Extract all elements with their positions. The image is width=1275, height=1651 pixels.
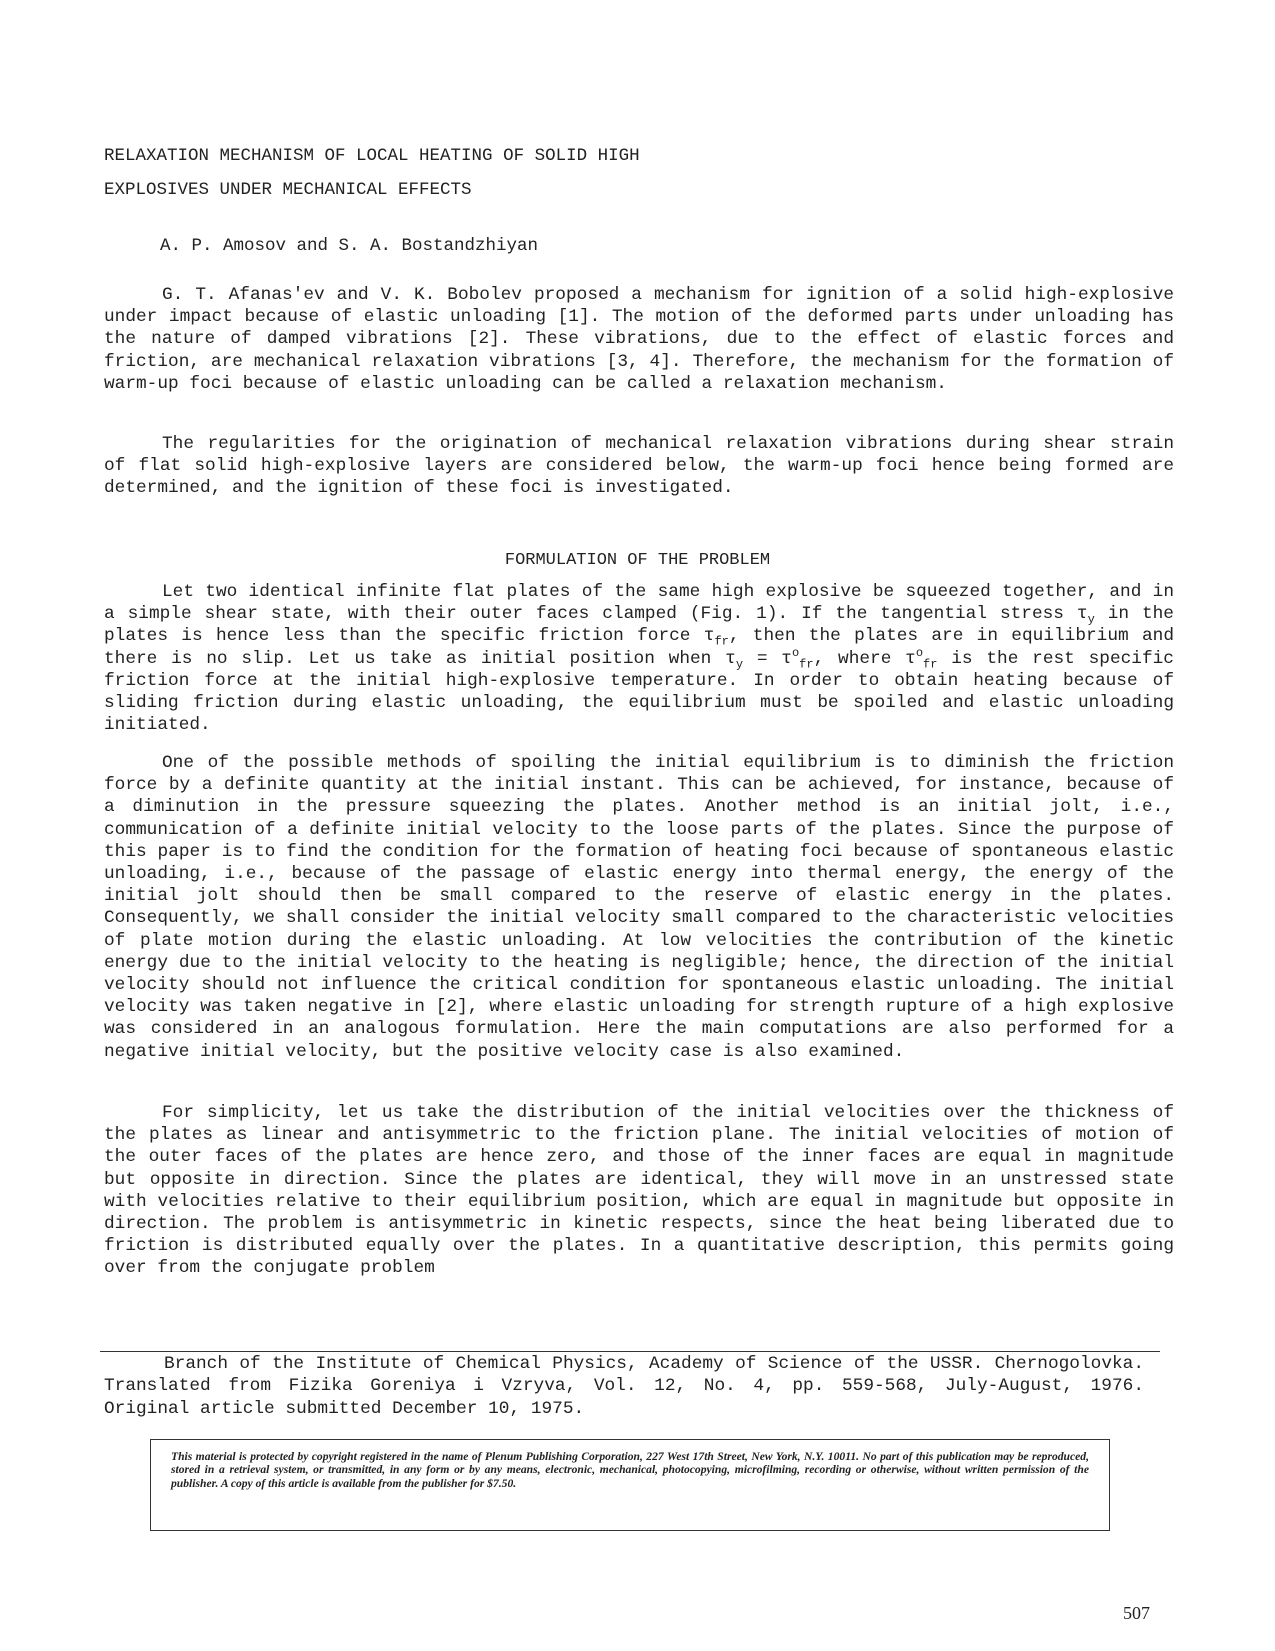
p1-text-3: , then the plates are in equilibrium and there is no slip. Let us take as initial position when τ xyxy=(104,626,1174,669)
copyright-notice-text: This material is protected by copyright registered in the name of Plenum Publishing Corporation, 227 West 17th Street, New York, N.Y. 10011. No part of this publication may be reproduced, stored in a retrieval system, or transmitted, in any form or by any means, electronic, mechanical, photocopying, microfilming, recording or otherwise, without written permission of the publisher. A copy of this article is available from the publisher for $7.50. xyxy=(171,1450,1089,1490)
title-line-1: RELAXATION MECHANISM OF LOCAL HEATING OF SOLID HIGH xyxy=(104,146,640,166)
intro-paragraph-1: G. T. Afanas'ev and V. K. Bobolev proposed a mechanism for ignition of a solid high-explosive under impact because of elastic unloading [1]. The motion of the deformed parts under unloading has the nature of damped vibrations [2]. These vibrations, due to the effect of elastic forces and friction, are mechanical relaxation vibrations [3, 4]. Therefore, the mechanism for the formation of warm-up foci because of elastic unloading can be called a relaxation mechanism. xyxy=(104,285,1174,394)
p1-sub-3: y xyxy=(735,657,744,672)
p1-text-2: in the plates is hence less than the specific friction force τ xyxy=(104,604,1174,647)
p1-sup-4: o xyxy=(791,645,800,660)
footnote-divider xyxy=(100,1351,1160,1352)
section-heading: FORMULATION OF THE PROBLEM xyxy=(504,551,771,570)
copyright-notice-box xyxy=(150,1439,1110,1531)
p1-sub-1: y xyxy=(1087,612,1095,627)
formulation-paragraph-1 xyxy=(104,581,1174,736)
p1-sub-5: fr xyxy=(923,657,938,672)
p1-sup-5: o xyxy=(915,645,924,660)
p1-sub-2: fr xyxy=(714,634,729,649)
intro-paragraph-2: The regularities for the origination of mechanical relaxation vibrations during shear strain of flat solid high-explosive layers are considered below, the warm-up foci hence being formed are determined, and the ignition of these foci is investigated. xyxy=(104,434,1174,499)
authors: A. P. Amosov and S. A. Bostandzhiyan xyxy=(160,236,539,256)
footnote: Branch of the Institute of Chemical Physics, Academy of Science of the USSR. Chernogolovka. Translated from Fizika Goreniya i Vzryva, Vol. 12, No. 4, pp. 559-568, July-August, 1976. Original article submitted December 10, 1975. xyxy=(104,1354,1144,1419)
formulation-paragraph-3: For simplicity, let us take the distribution of the initial velocities over the thickness of the plates as linear and antisymmetric to the friction plane. The initial velocities of motion of the outer faces of the plates are hence zero, and those of the inner faces are equal in magnitude but opposite in direction. Since the plates are identical, they will move in an unstressed state with velocities relative to their equilibrium position, which are equal in magnitude but opposite in direction. The problem is antisymmetric in kinetic respects, since the heat being liberated due to friction is distributed equally over the plates. In a quantitative description, this permits going over from the conjugate problem xyxy=(104,1103,1174,1279)
p1-text-5: , where τ xyxy=(813,648,916,669)
p1-text-1: Let two identical infinite flat plates of the same high explosive be squeezed together, and in a simple shear state, with their outer faces clamped (Fig. 1). If the tangential stress τ xyxy=(104,582,1174,625)
p1-text-6: is the rest specific friction force at the initial high-explosive temperature. In order to obtain heating because of sliding friction during elastic unloading, the equilibrium must be spoiled and elastic unloading initiated. xyxy=(104,648,1174,736)
p1-text-4: = τ xyxy=(743,648,792,669)
p1-sub-4: fr xyxy=(799,657,814,672)
formulation-paragraph-2: One of the possible methods of spoiling the initial equilibrium is to diminish the friction force by a definite quantity at the initial instant. This can be achieved, for instance, because of a diminution in the pressure squeezing the plates. Another method is an initial jolt, i.e., communication of a definite initial velocity to the loose parts of the plates. Since the purpose of this paper is to find the condition for the formation of heating foci because of spontaneous elastic unloading, i.e., because of the passage of elastic energy into thermal energy, the energy of the initial jolt should then be small compared to the reserve of elastic energy in the plates. Consequently, we shall consider the initial velocity small compared to the characteristic velocities of plate motion during the elastic unloading. At low velocities the contribution of the kinetic energy due to the initial velocity to the heating is negligible; hence, the direction of the initial velocity should not influence the critical condition for spontaneous elastic unloading. The initial velocity was taken negative in [2], where elastic unloading for strength rupture of a high explosive was considered in an analogous formulation. Here the main computations are also performed for a negative initial velocity, but the positive velocity case is also examined. xyxy=(104,753,1174,1062)
page-number: 507 xyxy=(1123,1603,1150,1623)
title-line-2: EXPLOSIVES UNDER MECHANICAL EFFECTS xyxy=(104,180,472,200)
